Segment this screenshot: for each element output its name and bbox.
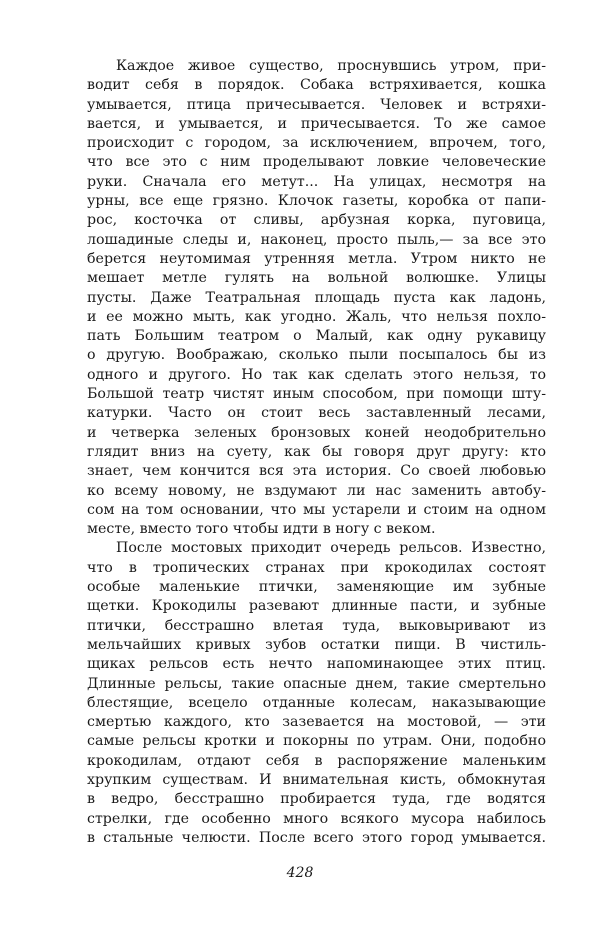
paragraph (87, 57, 546, 539)
text-line: хрупким существам. И внимательная кисть, обмокнутая (87, 771, 546, 788)
text-line: рос, косточка от сливы, арбузная корка, пуговица, (87, 212, 546, 229)
text-line: и четверка зеленых бронзовых коней неодобрительно (87, 424, 546, 441)
paragraph (87, 539, 546, 848)
text-line: особые маленькие птички, заменяющие им зубные (87, 579, 546, 596)
text-line: происходит с городом, за исключением, впрочем, того, (87, 135, 546, 152)
text-line: щиках рельсов есть нечто напоминающее этих птиц. (87, 656, 546, 673)
text-line: ко всему новому, не вздумают ли нас заменить автобу- (87, 482, 546, 499)
text-line: Каждое живое существо, проснувшись утром, при- (116, 58, 546, 74)
text-line: сом на том основании, что мы устарели и стоим на одном (87, 501, 546, 518)
text-line: руки. Сначала его метут... На улицах, несмотря на (87, 173, 546, 190)
text-line: глядит вниз на суету, как бы говоря друг другу: кто (87, 443, 546, 460)
text-line: умывается, птица причесывается. Человек и встряхи- (87, 96, 546, 113)
text-line: После мостовых приходит очередь рельсов. Известно, (116, 540, 546, 557)
text-line: в ведро, бесстрашно пробирается туда, где водятся (87, 791, 546, 808)
text-line: мешает метле гулять на вольной волюшке. Улицы (87, 270, 546, 287)
text-line: месте, вместо того чтобы идти в ногу с веком. (87, 521, 436, 538)
text-line: что в тропических странах при крокодилах состоят (87, 559, 546, 576)
text-line: щетки. Крокодилы разевают длинные пасти, и зубные (87, 598, 546, 615)
text-line: пать Большим театром о Малый, как одну рукавицу (87, 328, 546, 345)
text-line: катурки. Часто он стоит весь заставленный лесами, (87, 405, 546, 422)
text-line: урны, все еще грязно. Клочок газеты, коробка от папи- (87, 193, 546, 210)
text-line: стрелки, где особенно много всякого мусора набилось (87, 810, 546, 827)
text-line: смертью каждого, кто зазевается на мостовой, — эти (87, 714, 546, 731)
text-line: водит себя в порядок. Собака встряхивается, кошка (87, 77, 546, 94)
text-line: берется неутомимая утренняя метла. Утром никто не (87, 250, 546, 267)
text-line: вается, и умывается, и причесывается. То же самое (87, 115, 546, 132)
text-line: Длинные рельсы, такие опасные днем, такие смертельно (87, 675, 546, 692)
text-line: в стальные челюсти. После всего этого город умывается. (87, 829, 546, 846)
page-number: 428 (286, 865, 314, 881)
text-line: Большой театр чистят иным способом, при помощи шту- (87, 386, 546, 403)
text-line: крокодилам, отдают себя в распоряжение маленьким (87, 752, 546, 769)
text-line: птички, бесстрашно влетая туда, выковыривают из (87, 617, 546, 634)
text-line: самые рельсы кротки и покорны по утрам. Они, подобно (87, 733, 546, 750)
text-line: о другую. Воображаю, сколько пыли посыпалось бы из (87, 347, 546, 364)
text-line: одного и другого. Но так как сделать этого нельзя, то (87, 366, 546, 383)
text-line: и ее можно мыть, как угодно. Жаль, что нельзя похло- (87, 308, 546, 325)
text-line: мельчайших кривых зубов остатки пищи. В чистиль- (87, 636, 546, 653)
text-line: знает, чем кончится вся эта история. Со своей любовью (87, 463, 546, 480)
text-line: пусты. Даже Театральная площадь пуста как ладонь, (87, 289, 546, 306)
text-line: лошадиные следы и, наконец, просто пыль,— за все это (87, 231, 546, 248)
text-line: блестящие, всецело отданные колесам, наказывающие (87, 694, 546, 711)
text-line: что все это с ним проделывают ловкие человеческие (87, 154, 546, 171)
body-text (87, 57, 546, 848)
